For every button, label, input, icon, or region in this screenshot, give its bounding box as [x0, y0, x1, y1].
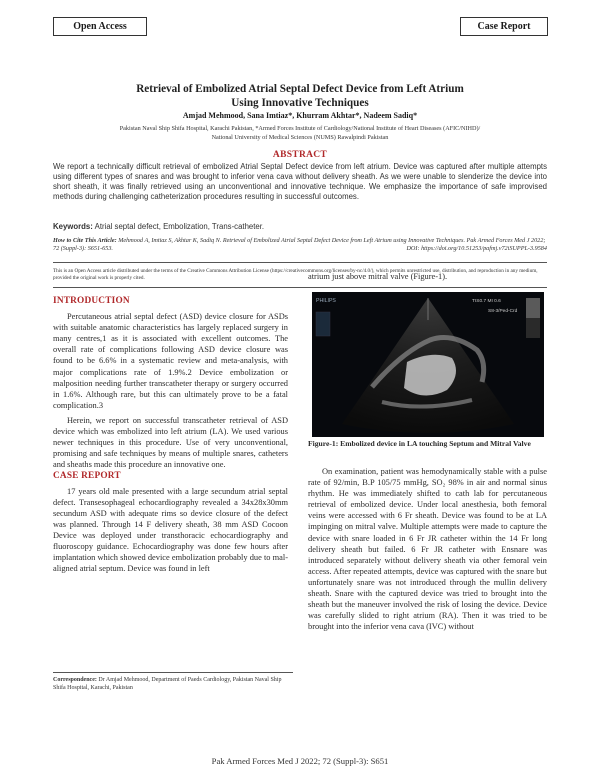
- figure-caption: Figure-1: Embolized device in LA touching Septum and Mitral Valve: [308, 439, 531, 448]
- exam-paragraph: On examination, patient was hemodynamically stable with a pulse rate of 92/min, B.P 105/75 mmHg, SO₂ 98% in air and normal sinus rhythm. He was immediately shifted to cath lab for percutaneous retrieval of embolized device. Under local anesthesia, both femoral veins were accessed with 6 Fr sheath. Device was found to be at LA impinging on mitral valve. Multiple attempts were made to capture the device with snare loaded in 6 Fr JR catheter within the 14 Fr long delivery sheath but failed. 6 Fr JR catheter with Ensnare was introduced separately without delivery sheath via other femoral vein access. After repeated attempts, device was captured with the snare but unfortunately snare was not introduced through the mullin delivery sheath. Snare with the captured device was tried to brought into the sheath but the maneuver involved the risk of losing the device. Device was carefully slided to right atrium (RA). Then it was tried to be brought into the inferior vena cava (IVC) without: [308, 467, 547, 632]
- keywords: [53, 222, 547, 231]
- affiliation-line-1: Pakistan Naval Ship Shifa Hospital, Karachi Pakistan, *Armed Forces Institute of Cardiology/National Institute of Heart Diseases (AFIC/NIHD)/: [119, 125, 481, 132]
- introduction-heading: INTRODUCTION: [53, 296, 130, 306]
- correspondence-label: Correspondence:: [53, 677, 97, 683]
- correspondence-note: [53, 676, 293, 692]
- echocardiography-figure: [312, 292, 544, 437]
- article-title: [60, 82, 540, 110]
- case-paragraph-1: 17 years old male presented with a large secundum atrial septal defect. Transesophageal echocardiography revealed a 34x28x30mm secundum ASD with adequate rims so device closure of the defect was planned. Through 14 F delivery sheath, 38 mm ASD Cocoon Device was deployed under transthoracic echocardiography and fluoroscopy guidance. Echocardiography was done few hours after implantation which showed device embolization probably due to mal-aligned atrial septum. Device was found in left: [53, 486, 288, 574]
- divider-bottom: [53, 287, 547, 288]
- keywords-label: Keywords:: [53, 222, 93, 231]
- author-list: Amjad Mehmood, Sana Imtiaz*, Khurram Akhtar*, Nadeem Sadiq*: [182, 111, 418, 120]
- case-report-heading: CASE REPORT: [53, 471, 121, 482]
- how-to-cite-label: How to Cite This Article:: [53, 237, 117, 244]
- right-column-continuation: atrium just above mitral valve (Figure-1).: [308, 272, 448, 281]
- intro-paragraph-1: Percutaneous atrial septal defect (ASD) device closure for ASDs with suitable anatomic characteristics has largely replaced surgery in many centres,1 as it is associated with excellent outcomes. The overall rate of complications following ASD device closure was found to be 6.6% in a systematic review and meta-analysis, with major complications rate of 1.9%.2 Device embolization or malposition needing further transcatheter therapy or surgery occurred in 1.6%. Although rare, but this can ultimately prove to be a fatal complication.3: [53, 312, 288, 410]
- right-column-body: [308, 466, 547, 632]
- affiliation-line-2: National University of Medical Sciences (NUMS) Rawalpindi Pakistan: [211, 133, 389, 141]
- affiliation: [60, 125, 540, 142]
- abstract-heading: ABSTRACT: [272, 150, 328, 160]
- license-notice: This is an Open Access article distributed under the terms of the Creative Commons Attribution License (https://creativecommons.org/licenses/by-nc/4.0/), which permits unrestricted use, distribution, and reproduction in any medium, provided the original work is properly cited.: [53, 268, 538, 281]
- case-report-tag: Case Report: [460, 17, 548, 36]
- abstract-text: We report a technically difficult retrieval of embolized Atrial Septal Defect device from left atrium. Device was captured after multiple attempts using different types of snares and was brought to inferior vena cava without delivery sheath. As we were unable to slenderize the device into short sheath, it was finally retrieved using an unconventional and innovative technique. We emphasize the importance of safe improvised methods during challenging catheterization procedures resulting in successful outcomes.: [53, 162, 547, 201]
- scanner-probe-text: S8-3/Ped-Crd: [488, 309, 518, 314]
- how-to-cite: [53, 237, 547, 254]
- doi-link[interactable]: DOI: https://doi.org/10.51253/pafmj.v72iSUPPL-3.9584: [406, 245, 547, 253]
- left-column: [53, 296, 288, 574]
- correspondence-divider: [53, 672, 293, 673]
- divider-top: [53, 262, 547, 263]
- title-line-2: Using Innovative Techniques: [231, 97, 369, 109]
- page-footer: Pak Armed Forces Med J 2022; 72 (Suppl-3): S651: [211, 756, 389, 766]
- keywords-text: Atrial septal defect, Embolization, Trans-catheter.: [94, 222, 265, 231]
- echo-image: [312, 292, 544, 437]
- scanner-info-text: TIS0.7 MI 0.6: [472, 299, 501, 304]
- correspondence-text: Dr Amjad Mehmood, Department of Paeds Cardiology, Pakistan Naval Ship Shifa Hospital, Karachi, Pakistan: [53, 677, 282, 691]
- intro-paragraph-2: Herein, we report on successful transcatheter retrieval of ASD device which was embolized into left atrium (LA). We used various newer techniques in this procedure. Use of very unconventional, promising and safe techniques by means of multiple snares, catheters and sheaths made this procedure an innovative one.: [53, 415, 288, 470]
- open-access-tag: Open Access: [53, 17, 147, 36]
- title-line-1: Retrieval of Embolized Atrial Septal Defect Device from Left Atrium: [136, 83, 464, 95]
- how-to-cite-text: Mehmood A, Imtiaz S, Akhtar K, Sadiq N. Retrieval of Embolized Atrial Septal Defect Device from Left Atrium using Innovative Techniques. Pak Armed Forces Med J 2022; 72 (Suppl-3): S651-653.: [53, 237, 546, 253]
- scanner-brand-text: PHILIPS: [316, 298, 336, 304]
